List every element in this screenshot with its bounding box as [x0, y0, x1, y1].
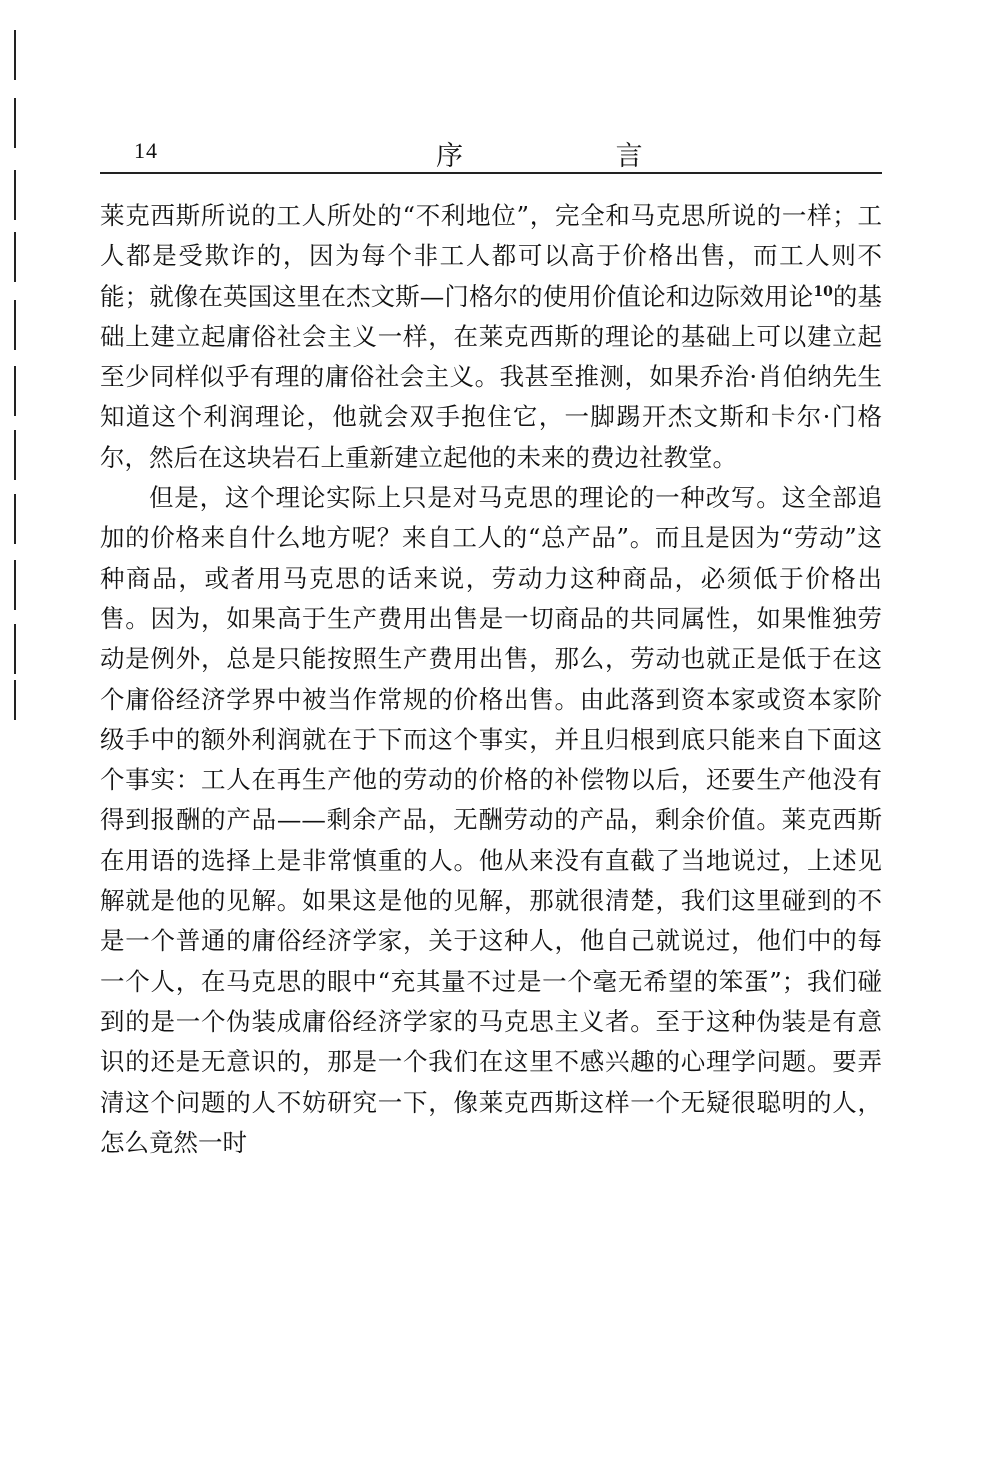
scan-edge-mark — [14, 494, 16, 544]
paragraph-1-text-start: 莱克西斯所说的工人所处的“不利地位”，完全和马克思所说的一样；工人都是受欺诈的，因为每个非工人都可以高于价格出售，而工人则不能；就像在英国这里在杰文斯—门格尔的使用价值论和边际效用论 — [100, 201, 882, 311]
scan-edge-mark — [14, 366, 16, 416]
scan-edge-mark — [14, 98, 16, 148]
scan-edge-mark — [14, 232, 16, 282]
page-header — [100, 128, 880, 172]
scan-edge-mark — [14, 560, 16, 610]
scan-edge-mark — [14, 430, 16, 480]
running-head: 序 言 — [436, 141, 715, 172]
header-rule — [100, 172, 882, 174]
scan-edge-mark — [14, 624, 16, 674]
paragraph-1-text-end: 的基础上建立起庸俗社会主义一样，在莱克西斯的理论的基础上可以建立起至少同样似乎有理的庸俗社会主义。我甚至推测，如果乔治·肖伯纳先生知道这个利润理论，他就会双手抱住它，一脚踢开杰文斯和卡尔·门格尔，然后在这块岩石上重新建立起他的未来的费边社教堂。 — [100, 281, 883, 472]
scan-edge-mark — [14, 300, 16, 350]
scan-edge-mark — [14, 30, 16, 80]
paragraph-2: 但是，这个理论实际上只是对马克思的理论的一种改写。这全部追加的价格来自什么地方呢？来自工人的“总产品”。而且是因为“劳动”这种商品，或者用马克思的话来说，劳动力这种商品，必须低于价格出售。因为，如果高于生产费用出售是一切商品的共同属性，如果惟独劳动是例外，总是只能按照生产费用出售，那么，劳动也就正是低于在这个庸俗经济学界中被当作常规的价格出售。由此落到资本家或资本家阶级手中的额外利润就在于下而这个事实，并且归根到底只能来自下面这个事实：工人在再生产他的劳动的价格的补偿物以后，还要生产他没有得到报酬的产品——剩余产品，无酬劳动的产品，剩余价值。莱克西斯在用语的选择上是非常慎重的人。他从来没有直截了当地说过，上述见解就是他的见解。如果这是他的见解，那就很清楚，我们这里碰到的不是一个普通的庸俗经济学家，关于这种人，他自己就说过，他们中的每一个人，在马克思的眼中“充其量不过是一个毫无希望的笨蛋”；我们碰到的是一个伪装成庸俗经济学家的马克思主义者。至于这种伪装是有意识的还是无意识的，那是一个我们在这里不感兴趣的心理学问题。要弄清这个问题的人不妨研究一下，像莱克西斯这样一个无疑很聪明的人，怎么竟然一时 — [100, 483, 882, 1157]
paragraph-1 — [100, 196, 882, 478]
page-number: 14 — [134, 138, 158, 163]
scan-edge-mark — [14, 680, 16, 720]
footnote-marker: 10 — [813, 283, 833, 300]
scan-edge-mark — [14, 170, 16, 220]
body-text — [100, 196, 882, 1163]
